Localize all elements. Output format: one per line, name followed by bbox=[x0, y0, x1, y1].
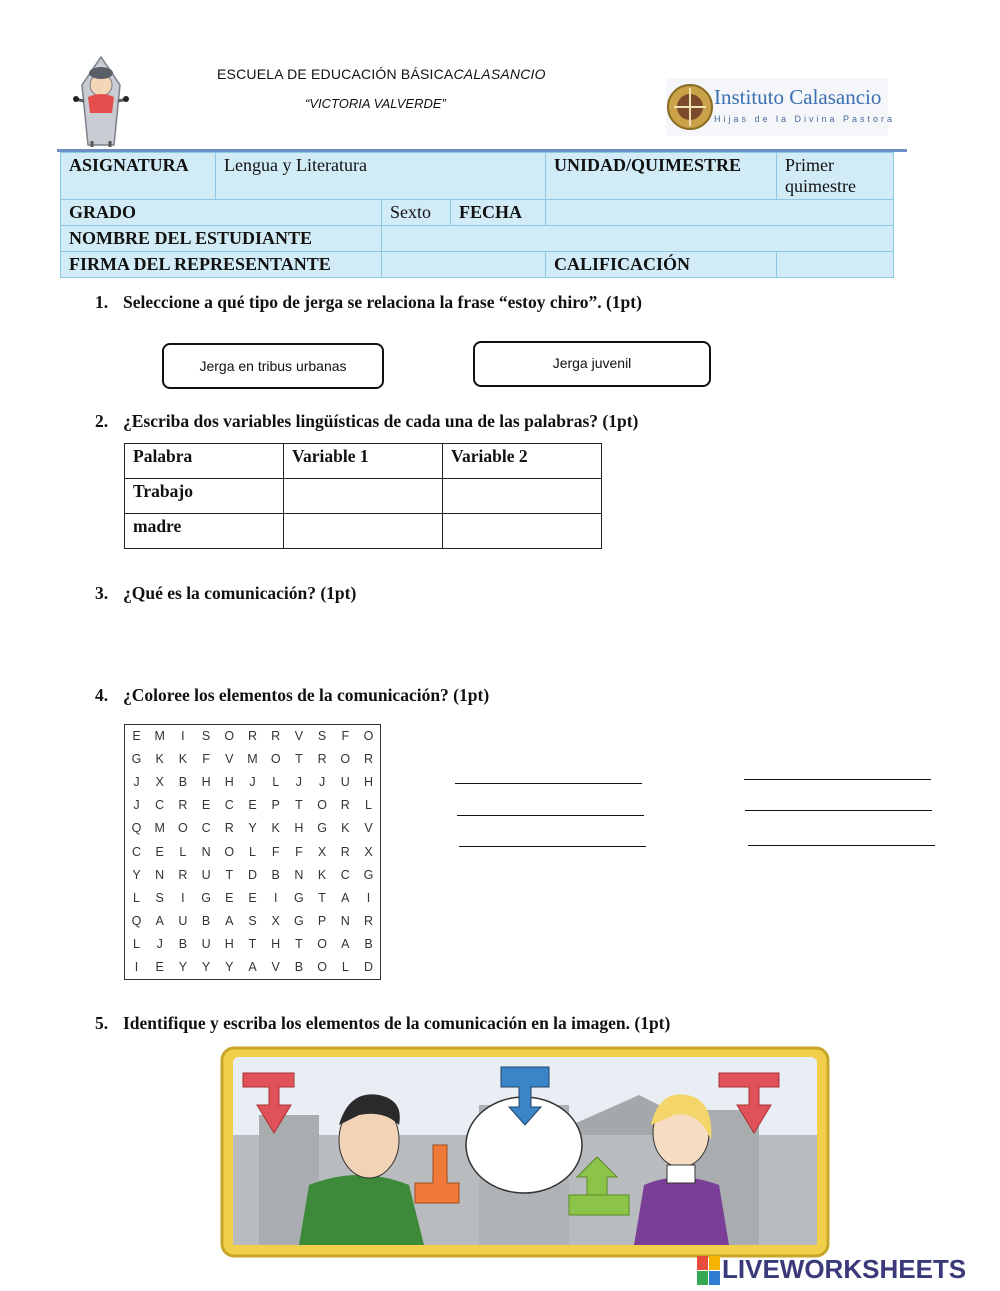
word-search-letter[interactable]: T bbox=[248, 936, 257, 951]
word-search-letter[interactable]: U bbox=[340, 775, 350, 790]
word-search-letter[interactable]: L bbox=[341, 960, 349, 974]
word-search-letter[interactable]: B bbox=[178, 936, 188, 951]
word-search-letter[interactable]: X bbox=[317, 844, 327, 859]
institute-subtitle: Hijas de la Divina Pastora bbox=[714, 114, 896, 124]
word-search-letter[interactable]: E bbox=[201, 798, 211, 813]
word-search-letter[interactable]: G bbox=[294, 890, 304, 905]
word-search-letter[interactable]: O bbox=[224, 729, 235, 743]
word-search-letter[interactable]: B bbox=[201, 913, 211, 928]
answer-line[interactable] bbox=[745, 810, 932, 811]
word-search-letter[interactable]: E bbox=[248, 890, 257, 905]
word-search-letter[interactable]: B bbox=[364, 936, 373, 951]
word-search-letter[interactable]: L bbox=[365, 798, 372, 813]
question-3: 3. ¿Qué es la comunicación? (1pt) bbox=[95, 583, 357, 603]
institute-title: Instituto Calasancio bbox=[714, 85, 882, 109]
nombre-field[interactable] bbox=[382, 226, 894, 252]
answer-line[interactable] bbox=[455, 783, 642, 784]
q3-answer-area[interactable] bbox=[124, 612, 894, 672]
word-search-letter[interactable]: L bbox=[272, 775, 280, 790]
word-search-letter[interactable]: V bbox=[364, 821, 373, 836]
word-cell: madre bbox=[125, 514, 284, 549]
liveworksheets-brand: LIVEWORKSHEETS bbox=[722, 1254, 967, 1284]
fecha-field[interactable] bbox=[546, 200, 894, 226]
word-search-letter[interactable]: H bbox=[294, 821, 304, 836]
word-search-letter[interactable]: S bbox=[201, 729, 211, 743]
word-search-letter[interactable]: I bbox=[134, 960, 139, 974]
word-search-letter[interactable]: I bbox=[181, 729, 185, 743]
word-search-letter[interactable]: V bbox=[225, 752, 234, 767]
word-search-letter[interactable]: O bbox=[224, 844, 235, 859]
word-search-letter[interactable]: R bbox=[247, 729, 258, 743]
word-search-letter[interactable]: R bbox=[317, 752, 327, 767]
school-mascot-logo bbox=[70, 55, 132, 147]
answer-line[interactable] bbox=[748, 845, 935, 846]
word-search-letter[interactable]: J bbox=[133, 798, 140, 813]
word-search-letter[interactable]: L bbox=[179, 844, 187, 859]
word-search-letter[interactable]: E bbox=[155, 960, 164, 974]
word-search-letter[interactable]: T bbox=[295, 752, 303, 767]
grado-value: Sexto bbox=[382, 200, 451, 226]
unidad-label: UNIDAD/QUIMESTRE bbox=[546, 153, 777, 200]
word-search-letter[interactable]: C bbox=[224, 798, 234, 813]
col-header-variable-2: Variable 2 bbox=[443, 444, 602, 479]
word-search-letter[interactable]: K bbox=[271, 821, 280, 836]
word-search-letter[interactable]: N bbox=[340, 913, 350, 928]
word-search-letter[interactable]: O bbox=[317, 960, 327, 974]
word-search-letter[interactable]: Y bbox=[178, 960, 188, 974]
word-search-letter[interactable]: R bbox=[340, 844, 350, 859]
q1-option-label: Jerga juvenil bbox=[552, 355, 632, 371]
student-info-table bbox=[60, 152, 894, 278]
q1-option-tribus[interactable] bbox=[162, 343, 384, 389]
word-search-letter[interactable]: R bbox=[340, 798, 350, 813]
word-search-grid bbox=[124, 724, 381, 980]
asignatura-value: Lengua y Literatura bbox=[216, 153, 546, 200]
word-search-letter[interactable]: R bbox=[224, 821, 234, 836]
word-search-letter[interactable]: G bbox=[363, 867, 374, 882]
word-search-letter[interactable]: I bbox=[181, 890, 185, 905]
school-name: ESCUELA DE EDUCACIÓN BÁSICACALASANCIO bbox=[217, 66, 546, 82]
word-search-letter[interactable]: X bbox=[155, 775, 164, 790]
word-search-letter[interactable]: N bbox=[201, 844, 211, 859]
word-search-letter[interactable]: Q bbox=[131, 913, 142, 928]
question-4: 4. ¿Coloree los elementos de la comunicación? (1pt) bbox=[95, 685, 490, 705]
word-search-letter[interactable]: H bbox=[271, 936, 281, 951]
word-search-letter[interactable]: S bbox=[155, 890, 164, 905]
word-search-letter[interactable]: V bbox=[294, 729, 304, 743]
word-search-letter[interactable]: B bbox=[294, 960, 304, 974]
calificacion-label: CALIFICACIÓN bbox=[546, 252, 777, 278]
word-search-letter[interactable]: A bbox=[225, 913, 234, 928]
word-search-letter[interactable]: A bbox=[341, 890, 350, 905]
answer-line[interactable] bbox=[744, 779, 931, 780]
word-search-letter[interactable]: R bbox=[271, 729, 281, 743]
answer-cell[interactable] bbox=[443, 514, 602, 549]
word-search-letter[interactable]: H bbox=[201, 775, 211, 790]
word-search-letter[interactable]: C bbox=[340, 867, 350, 882]
word-search-letter[interactable]: C bbox=[155, 798, 165, 813]
word-search-letter[interactable]: D bbox=[247, 867, 258, 882]
word-search-letter[interactable]: N bbox=[294, 867, 304, 882]
word-search-letter[interactable]: Q bbox=[131, 821, 142, 836]
firma-label: FIRMA DEL REPRESENTANTE bbox=[61, 252, 382, 278]
word-search-letter[interactable]: S bbox=[317, 729, 327, 743]
word-search-letter[interactable]: M bbox=[154, 821, 165, 836]
word-search-letter[interactable]: O bbox=[317, 936, 327, 951]
word-search-letter[interactable]: L bbox=[133, 936, 140, 951]
word-search-letter[interactable]: F bbox=[295, 844, 303, 859]
word-search-letter[interactable]: K bbox=[317, 867, 327, 882]
question-2: 2. ¿Escriba dos variables lingüísticas de cada una de las palabras? (1pt) bbox=[95, 411, 639, 431]
word-search-letter[interactable]: K bbox=[155, 752, 164, 767]
variables-table bbox=[124, 443, 602, 549]
word-search-letter[interactable]: C bbox=[131, 844, 142, 859]
question-1: 1. Seleccione a qué tipo de jerga se relaciona la frase “estoy chiro”. (1pt) bbox=[95, 292, 642, 312]
word-search-letter[interactable]: T bbox=[295, 798, 303, 813]
q1-option-label: Jerga en tribus urbanas bbox=[199, 358, 347, 374]
word-search-letter[interactable]: U bbox=[201, 867, 211, 882]
word-search-letter[interactable]: R bbox=[363, 752, 374, 767]
q1-option-juvenil[interactable] bbox=[473, 341, 711, 387]
word-search-letter[interactable]: E bbox=[132, 729, 141, 743]
word-search-letter[interactable]: H bbox=[363, 775, 374, 790]
word-search-letter[interactable]: F bbox=[202, 752, 210, 767]
word-search-letter[interactable]: F bbox=[341, 729, 350, 743]
word-search-letter[interactable]: X bbox=[364, 844, 373, 859]
word-search-letter[interactable]: B bbox=[178, 775, 188, 790]
communication-illustration bbox=[219, 1045, 831, 1259]
word-search-letter[interactable]: U bbox=[178, 913, 188, 928]
word-search-letter[interactable]: S bbox=[248, 913, 257, 928]
liveworksheets-badge-icon bbox=[697, 1256, 721, 1286]
word-search-letter[interactable]: Y bbox=[132, 867, 141, 882]
word-search-letter[interactable]: L bbox=[249, 844, 256, 859]
table-row bbox=[125, 514, 602, 549]
word-search-letter[interactable]: G bbox=[294, 913, 304, 928]
word-search-letter[interactable]: B bbox=[271, 867, 280, 882]
word-search-letter[interactable]: C bbox=[201, 821, 211, 836]
word-search-letter[interactable]: O bbox=[270, 752, 281, 767]
answer-line[interactable] bbox=[457, 815, 644, 816]
answer-line[interactable] bbox=[459, 846, 646, 847]
word-search-letter[interactable]: H bbox=[224, 936, 234, 951]
word-search-letter[interactable]: J bbox=[249, 775, 256, 790]
word-search-letter[interactable]: A bbox=[155, 913, 164, 928]
nombre-label: NOMBRE DEL ESTUDIANTE bbox=[61, 226, 382, 252]
word-search-letter[interactable]: E bbox=[155, 844, 164, 859]
word-search-letter[interactable]: V bbox=[271, 960, 280, 974]
answer-cell[interactable] bbox=[284, 514, 443, 549]
answer-cell[interactable] bbox=[443, 479, 602, 514]
word-search-letter[interactable]: R bbox=[178, 867, 188, 882]
word-search-letter[interactable]: T bbox=[295, 936, 303, 951]
word-search-letter[interactable]: T bbox=[225, 867, 234, 882]
word-search-letter[interactable]: I bbox=[273, 890, 278, 905]
word-search-letter[interactable]: O bbox=[317, 798, 327, 813]
word-search-letter[interactable]: P bbox=[317, 913, 327, 928]
word-search-letter[interactable]: L bbox=[133, 890, 140, 905]
word-search-letter[interactable]: X bbox=[271, 913, 280, 928]
answer-cell[interactable] bbox=[284, 479, 443, 514]
word-search-letter[interactable]: O bbox=[178, 821, 188, 836]
word-search-letter[interactable]: T bbox=[318, 890, 326, 905]
word-search-letter[interactable]: Y bbox=[225, 960, 234, 974]
grado-label: GRADO bbox=[61, 200, 382, 226]
word-search-letter[interactable]: H bbox=[224, 775, 234, 790]
word-search-letter[interactable]: I bbox=[366, 890, 371, 905]
firma-field[interactable] bbox=[382, 252, 546, 278]
word-search-letter[interactable]: U bbox=[201, 936, 211, 951]
table-row bbox=[125, 479, 602, 514]
word-search-letter[interactable]: O bbox=[340, 752, 351, 767]
fecha-label: FECHA bbox=[451, 200, 546, 226]
word-search-letter[interactable]: E bbox=[248, 798, 257, 813]
word-search-letter[interactable]: E bbox=[225, 890, 234, 905]
unidad-value: Primer quimestre bbox=[777, 153, 894, 200]
word-search-letter[interactable]: J bbox=[295, 775, 303, 790]
word-search-letter[interactable]: Y bbox=[248, 821, 257, 836]
word-search-letter[interactable]: R bbox=[178, 798, 188, 813]
word-search-letter[interactable]: R bbox=[363, 913, 374, 928]
word-search-letter[interactable]: M bbox=[247, 752, 258, 767]
word-search-letter[interactable]: A bbox=[341, 936, 350, 951]
question-5: 5. Identifique y escriba los elementos de la comunicación en la imagen. (1pt) bbox=[95, 1013, 671, 1033]
calificacion-field[interactable] bbox=[777, 252, 894, 278]
word-search-letter[interactable]: K bbox=[178, 752, 188, 767]
word-search-letter[interactable]: G bbox=[201, 890, 211, 905]
col-header-palabra: Palabra bbox=[125, 444, 284, 479]
word-search-letter[interactable]: Y bbox=[201, 960, 211, 974]
word-search-letter[interactable]: K bbox=[341, 821, 350, 836]
word-search-letter[interactable]: P bbox=[271, 798, 280, 813]
word-search-letter[interactable]: J bbox=[133, 775, 140, 790]
col-header-variable-1: Variable 1 bbox=[284, 444, 443, 479]
word-search-letter[interactable]: M bbox=[154, 729, 165, 743]
asignatura-label: ASIGNATURA bbox=[61, 153, 216, 200]
word-search-letter[interactable]: J bbox=[318, 775, 326, 790]
school-subtitle: “VICTORIA VALVERDE” bbox=[305, 96, 446, 111]
word-search-letter[interactable]: G bbox=[131, 752, 142, 767]
word-cell: Trabajo bbox=[125, 479, 284, 514]
word-search-letter[interactable]: O bbox=[363, 729, 374, 743]
word-search-letter[interactable]: A bbox=[248, 960, 257, 974]
word-search-letter[interactable]: G bbox=[317, 821, 327, 836]
word-search-letter[interactable]: F bbox=[271, 844, 280, 859]
word-search-letter[interactable]: N bbox=[155, 867, 165, 882]
word-search-letter[interactable]: D bbox=[363, 960, 374, 974]
word-search-letter[interactable]: J bbox=[156, 936, 163, 951]
